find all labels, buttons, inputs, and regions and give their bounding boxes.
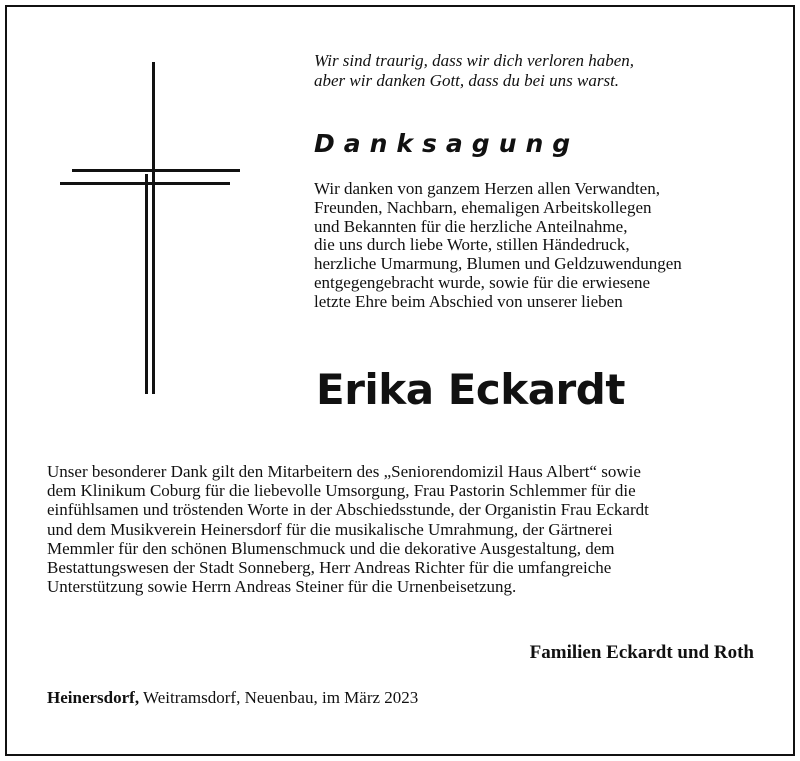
intro-line: entgegengebracht wurde, sowie für die erwiesene <box>314 272 651 292</box>
quote-line: Wir sind traurig, dass wir dich verloren haben, <box>314 51 635 70</box>
body-line: Unser besonderer Dank gilt den Mitarbeitern des „Seniorendomizil Haus Albert“ sowie <box>47 462 641 481</box>
cross-icon <box>60 62 240 394</box>
quote-line: aber wir danken Gott, dass du bei uns warst. <box>314 71 620 90</box>
heading-title: Danksagung <box>314 129 580 158</box>
intro-line: Freunden, Nachbarn, ehemaligen Arbeitskollegen <box>314 197 652 217</box>
place-date-line <box>47 688 418 708</box>
body-line: Unterstützung sowie Herrn Andreas Steiner für die Urnenbeisetzung. <box>47 577 517 597</box>
body-line: einfühlsamen und tröstenden Worte in der Abschiedsstunde, der Organistin Frau Eckardt <box>47 500 649 520</box>
intro-paragraph <box>314 180 784 312</box>
intro-line: und Bekannten für die herzliche Anteilnahme, <box>314 216 628 236</box>
places-and-date: Weitramsdorf, Neuenbau, im März 2023 <box>139 688 419 707</box>
intro-line: letzte Ehre beim Abschied von unserer lieben <box>314 291 623 311</box>
intro-line: Wir danken von ganzem Herzen allen Verwandten, <box>314 179 660 198</box>
deceased-name: Erika Eckardt <box>316 365 625 414</box>
signature: Familien Eckardt und Roth <box>529 642 754 663</box>
body-line: Memmler für den schönen Blumenschmuck und die dekorative Ausgestaltung, dem <box>47 538 615 558</box>
body-line: dem Klinikum Coburg für die liebevolle Umsorgung, Frau Pastorin Schlemmer für die <box>47 481 636 501</box>
thanks-paragraph <box>47 462 767 596</box>
place-name: Heinersdorf, <box>47 688 140 707</box>
intro-line: die uns durch liebe Worte, stillen Händedruck, <box>314 235 630 255</box>
opening-quote <box>314 51 754 91</box>
intro-line: herzliche Umarmung, Blumen und Geldzuwendungen <box>314 254 682 274</box>
body-line: Bestattungswesen der Stadt Sonneberg, Herr Andreas Richter für die umfangreiche <box>47 558 612 578</box>
body-line: und dem Musikverein Heinersdorf für die musikalische Umrahmung, der Gärtnerei <box>47 519 613 539</box>
